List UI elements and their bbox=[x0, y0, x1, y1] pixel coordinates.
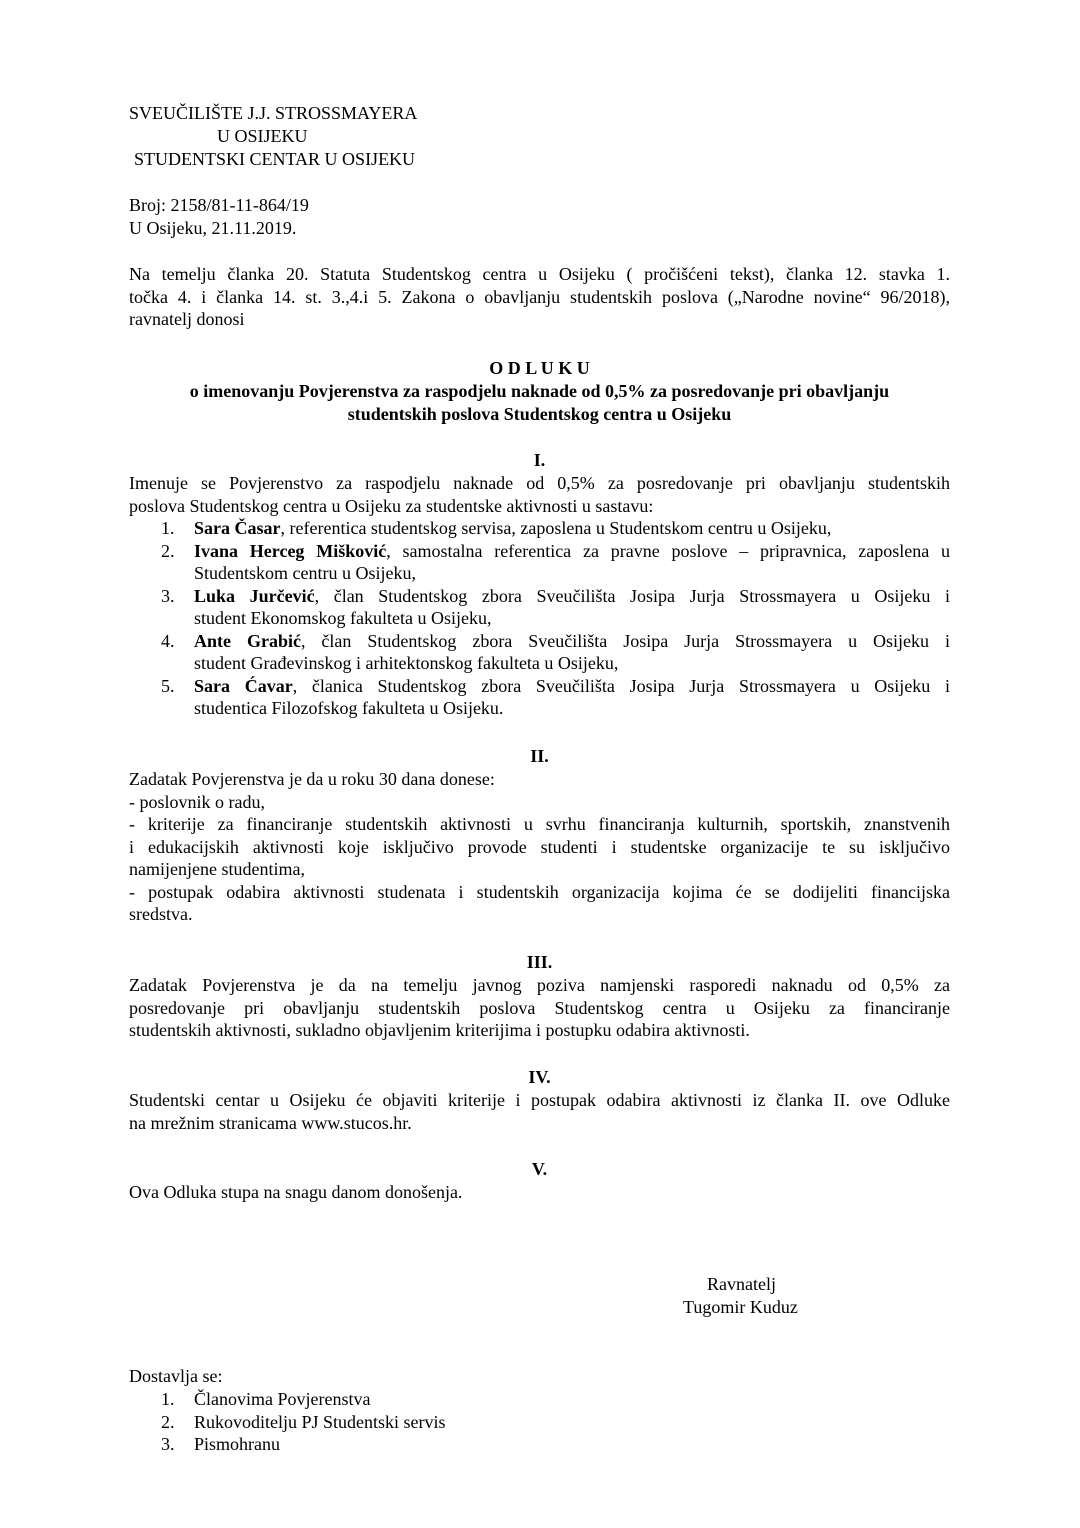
institution-name: SVEUČILIŠTE J.J. STROSSMAYERA bbox=[129, 103, 418, 123]
distribution-recipient: Članovima Povjerenstva bbox=[194, 1389, 371, 1409]
article-line: i edukacijskih aktivnosti koje isključivo provode studenti i studentske organizacije te su isključivo bbox=[129, 836, 950, 857]
article-line: Zadatak Povjerenstva je da na temelju javnog poziva namjenski rasporedi naknadu od 0,5% za bbox=[129, 975, 950, 995]
member-name: Sara Ćavar bbox=[194, 675, 293, 696]
document-place-date: U Osijeku, 21.11.2019. bbox=[129, 218, 297, 238]
member-role: , samostalna referentica za pravne poslove – pripravnica, zaposlena u bbox=[386, 540, 950, 561]
preamble-line: točka 4. i članka 14. st. 3.,4.i 5. Zakona o obavljanju studentskih poslova („Narodne novine“ 96/2018), bbox=[129, 286, 950, 307]
list-number: 3. bbox=[161, 585, 175, 606]
member-name: Ivana Herceg Mišković bbox=[194, 540, 387, 561]
article-numeral: II. bbox=[530, 746, 549, 766]
article-line: - poslovnik o radu, bbox=[129, 791, 265, 812]
list-item bbox=[129, 1411, 950, 1434]
article-text bbox=[129, 472, 950, 517]
preamble-line: ravnatelj donosi bbox=[129, 309, 245, 329]
member-role: , član Studentskog zbora Sveučilišta Josipa Jurja Strossmayera u Osijeku i bbox=[314, 585, 950, 606]
article-line: sredstva. bbox=[129, 904, 193, 924]
list-item bbox=[129, 630, 950, 675]
article-line: na mrežnim stranicama www.stucos.hr. bbox=[129, 1112, 412, 1133]
member-name: Luka Jurčević bbox=[194, 585, 315, 606]
member-role: , članica Studentskog zbora Sveučilišta Josipa Jurja Strossmayera u Osijeku i bbox=[292, 675, 950, 696]
document-number: Broj: 2158/81-11-864/19 bbox=[129, 195, 309, 215]
list-item bbox=[129, 1388, 950, 1411]
member-role-cont: student Ekonomskog fakulteta u Osijeku, bbox=[194, 608, 492, 628]
distribution-recipient: Rukovoditelju PJ Studentski servis bbox=[194, 1411, 446, 1432]
preamble-line: Na temelju članka 20. Statuta Studentskog centra u Osijeku ( pročišćeni tekst), članka 12. stavka 1. bbox=[129, 264, 950, 284]
decision-heading: O D L U K U bbox=[489, 358, 590, 378]
article-line: - postupak odabira aktivnosti studenata i studentskih organizacija kojima će se dodijeliti financijska bbox=[129, 881, 950, 902]
member-role-cont: student Građevinskog i arhitektonskog fakulteta u Osijeku, bbox=[194, 653, 619, 673]
distribution-heading: Dostavlja se: bbox=[129, 1366, 223, 1386]
member-role-cont: studentica Filozofskog fakulteta u Osijeku. bbox=[194, 698, 504, 718]
list-item bbox=[129, 675, 950, 720]
member-name: Ante Grabić bbox=[194, 630, 301, 651]
list-number: 3. bbox=[161, 1434, 175, 1454]
article-line: studentskih aktivnosti, sukladno objavljenim kriterijima i postupku odabira aktivnosti. bbox=[129, 1020, 750, 1040]
signature-name: Tugomir Kuduz bbox=[683, 1297, 798, 1317]
article-text bbox=[129, 974, 950, 1042]
member-role-cont: Studentskom centru u Osijeku, bbox=[194, 563, 416, 583]
preamble bbox=[129, 263, 950, 331]
article-line: posredovanje pri obavljanju studentskih poslova Studentskog centra u Osijeku za financiranje bbox=[129, 997, 950, 1018]
list-item bbox=[129, 540, 950, 585]
article-line: - kriterije za financiranje studentskih aktivnosti u svrhu financiranja kulturnih, sportskih, znanstvenih bbox=[129, 814, 950, 834]
article-text bbox=[129, 1089, 950, 1134]
article-line: Ova Odluka stupa na snagu danom donošenja. bbox=[129, 1182, 463, 1202]
list-number: 1. bbox=[161, 518, 175, 538]
signature-role: Ravnatelj bbox=[707, 1274, 776, 1294]
list-number: 4. bbox=[161, 630, 175, 651]
article-numeral: IV. bbox=[528, 1067, 551, 1087]
distribution-recipient: Pismohranu bbox=[194, 1434, 281, 1454]
member-role: , referentica studentskog servisa, zaposlena u Studentskom centru u Osijeku, bbox=[280, 518, 832, 538]
article-line: Zadatak Povjerenstva je da u roku 30 dana donese: bbox=[129, 769, 495, 789]
list-number: 1. bbox=[161, 1389, 175, 1409]
article-text bbox=[129, 768, 950, 926]
list-item bbox=[129, 1433, 950, 1456]
article-line: namijenjene studentima, bbox=[129, 859, 305, 879]
article-line: Studentski centar u Osijeku će objaviti kriterije i postupak odabira aktivnosti iz članka II. ove Odluke bbox=[129, 1090, 950, 1110]
member-name: Sara Časar bbox=[194, 518, 281, 538]
article-line: poslova Studentskog centra u Osijeku za studentske aktivnosti u sastavu: bbox=[129, 495, 654, 516]
article-numeral: V. bbox=[531, 1159, 548, 1179]
list-number: 2. bbox=[161, 540, 175, 561]
list-item bbox=[129, 585, 950, 630]
decision-subtitle: studentskih poslova Studentskog centra u Osijeku bbox=[347, 404, 732, 424]
institution-city: U OSIJEKU bbox=[217, 126, 308, 146]
article-numeral: III. bbox=[526, 952, 553, 972]
list-item bbox=[129, 517, 950, 540]
list-number: 2. bbox=[161, 1411, 175, 1432]
list-number: 5. bbox=[161, 675, 175, 696]
member-role: , član Studentskog zbora Sveučilišta Josipa Jurja Strossmayera u Osijeku i bbox=[300, 630, 950, 651]
institution-unit: STUDENTSKI CENTAR U OSIJEKU bbox=[134, 149, 416, 169]
decision-subtitle: o imenovanju Povjerenstva za raspodjelu naknade od 0,5% za posredovanje pri obavljanju bbox=[189, 381, 890, 401]
article-numeral: I. bbox=[533, 450, 546, 470]
member-list bbox=[129, 517, 950, 720]
distribution-list bbox=[129, 1388, 950, 1456]
article-line: Imenuje se Povjerenstvo za raspodjelu naknade od 0,5% za posredovanje pri obavljanju studentskih bbox=[129, 473, 950, 493]
